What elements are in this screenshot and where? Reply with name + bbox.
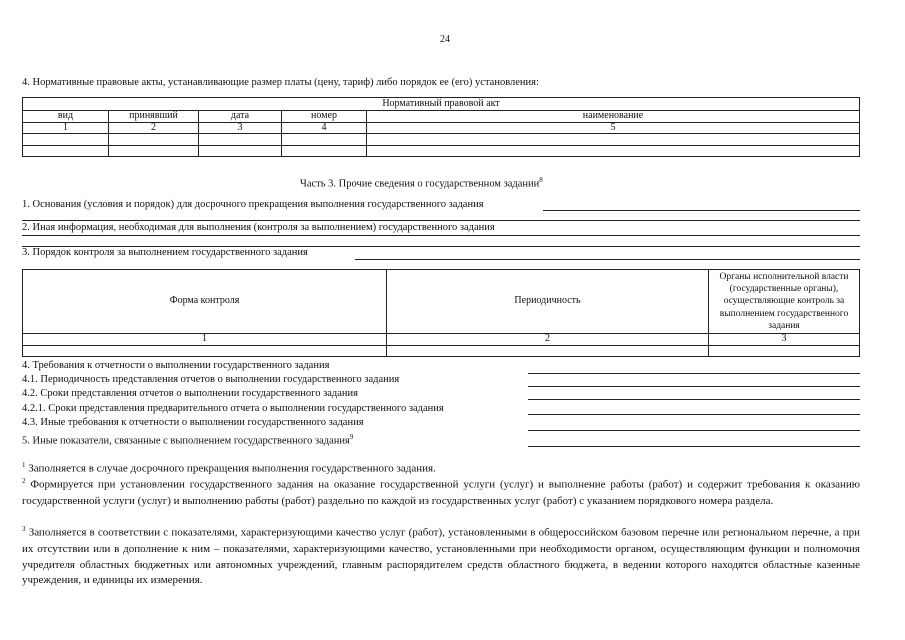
table-row	[23, 146, 860, 157]
control-num-3: 3	[709, 334, 860, 346]
req-4-2-1-line	[528, 414, 860, 415]
footnote-1: $^1$ Заполняется в случае досрочного прекращения выполнения государственного задания.	[22, 461, 436, 475]
npa-col-date: дата	[199, 111, 282, 123]
control-col-form: Форма контроля	[23, 270, 387, 334]
npa-table	[22, 97, 860, 157]
footnote-2: $^2$ Формируется при установлении государственного задания на оказание государственной услуги (услуг) и выполнение работы (работ) и содержит требования к оказанию государственной услуги (услуг) и выполнению работы (работ) раздельно по каждой из государственных услуг (работ) с указанием порядкового номера раздела.	[22, 477, 861, 507]
table-row	[23, 345, 860, 356]
control-num-1: 1	[23, 334, 387, 346]
npa-col-issuer: принявший	[109, 111, 199, 123]
npa-num-5: 5	[367, 122, 860, 134]
item2-label: 2. Иная информация, необходимая для выполнения (контроля за выполнением) государственного задания	[22, 222, 495, 233]
req-4-2-line	[528, 399, 860, 400]
req-5: 5. Иные показатели, связанные с выполнением государственного задания$^9$	[22, 433, 354, 447]
npa-col-name: наименование	[367, 111, 860, 123]
npa-num-3: 3	[199, 122, 282, 134]
part3-title: Часть 3. Прочие сведения о государственном задании$^8$	[300, 176, 543, 190]
npa-col-vid: вид	[23, 111, 109, 123]
item3-label: 3. Порядок контроля за выполнением государственного задания	[22, 247, 308, 258]
section4-title: 4. Нормативные правовые акты, устанавливающие размер платы (цену, тариф) либо порядок ее (его) установления:	[22, 77, 539, 88]
npa-num-2: 2	[109, 122, 199, 134]
npa-header: Нормативный правовой акт	[23, 98, 860, 111]
control-col-authority: Органы исполнительной власти (государственные органы), осуществляющие контроль за выполнением государственного задания	[709, 270, 860, 334]
control-col-period: Периодичность	[387, 270, 709, 334]
item2-line	[22, 235, 860, 236]
control-table	[22, 269, 860, 357]
item1-label: 1. Основания (условия и порядок) для досрочного прекращения выполнения государственного задания	[22, 199, 484, 210]
item3-line	[355, 259, 860, 260]
req-4-3: 4.3. Иные требования к отчетности о выполнении государственного задания	[22, 417, 364, 428]
req-4: 4. Требования к отчетности о выполнении государственного задания	[22, 360, 330, 371]
npa-col-number: номер	[282, 111, 367, 123]
req-5-line	[528, 446, 860, 447]
table-row	[23, 134, 860, 146]
page-number: 24	[440, 34, 450, 45]
req-4-line	[528, 373, 860, 374]
footnote-3: $^3$ Заполняется в соответствии с показателями, характеризующими качество услуг (работ), установленными в общероссийском базовом перечне или региональном перечне, а при их отсутствии или в дополнение к ним – показателями, характеризующими качество, установленными при необходимости органом, осуществляющим функции и полномочия учредителя областных бюджетных или автономных учреждений, главным распорядителем средств областного бюджета, в ведении которого находятся областные казенные учреждения, и единицы их измерения.	[22, 525, 860, 587]
item1-line	[543, 210, 860, 211]
req-4-3-line	[528, 430, 860, 431]
npa-num-4: 4	[282, 122, 367, 134]
item1-line-2	[22, 220, 860, 221]
req-4-1: 4.1. Периодичность представления отчетов о выполнении государственного задания	[22, 374, 400, 385]
req-4-2: 4.2. Сроки представления отчетов о выполнении государственного задания	[22, 388, 358, 399]
npa-num-1: 1	[23, 122, 109, 134]
req-4-1-line	[528, 386, 860, 387]
control-num-2: 2	[387, 334, 709, 346]
req-4-2-1: 4.2.1. Сроки представления предварительного отчета о выполнении государственного задания	[22, 403, 444, 414]
